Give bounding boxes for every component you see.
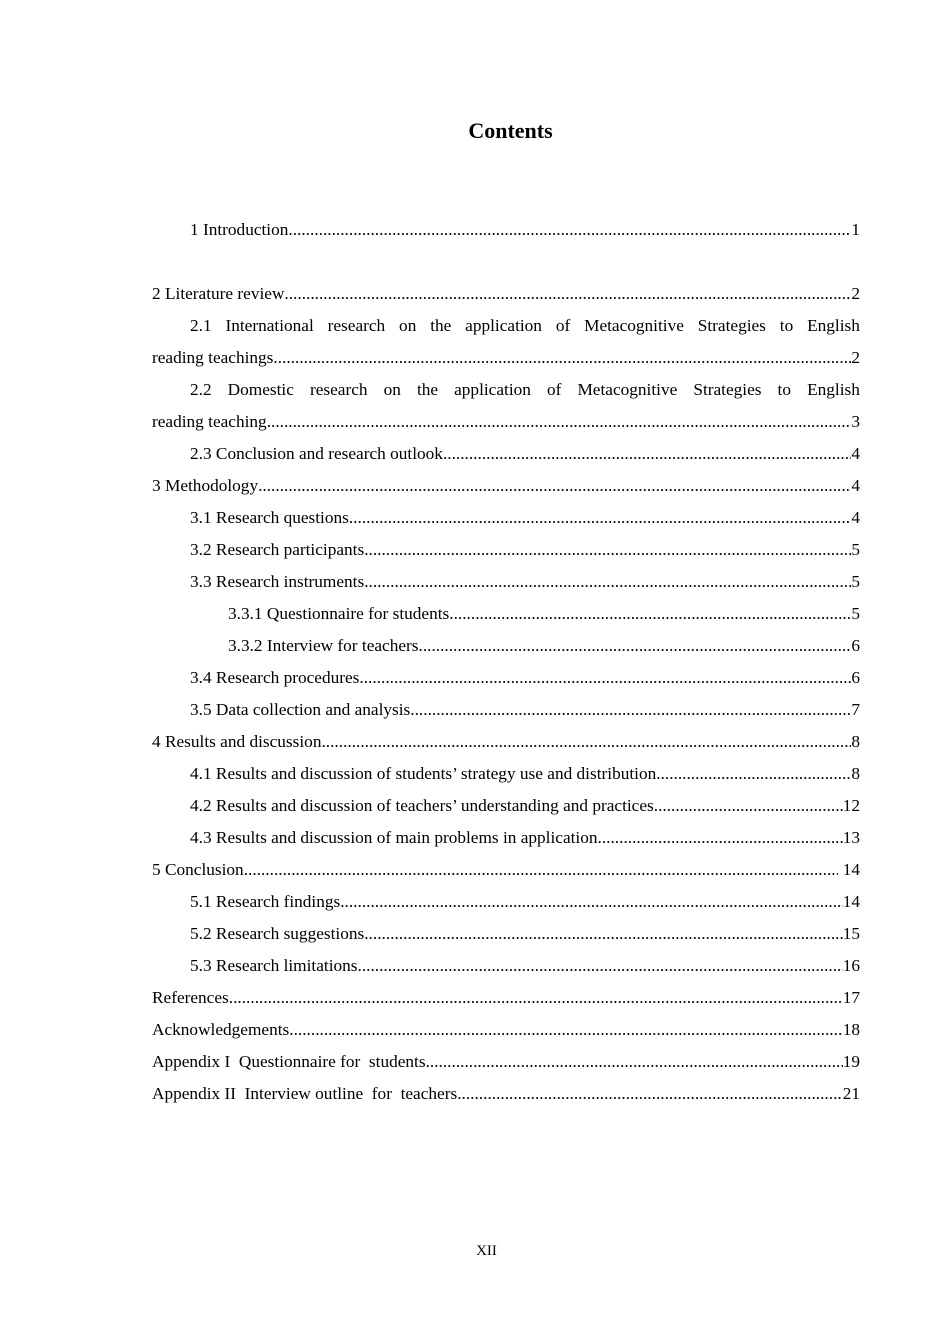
table-of-contents: [152, 214, 860, 1110]
toc-leader-dots: [364, 918, 842, 950]
toc-entry-research-limitations[interactable]: [152, 950, 860, 982]
toc-leader-dots: [284, 278, 851, 310]
toc-entry-page: 3: [851, 412, 860, 431]
toc-leader-dots: [258, 470, 851, 502]
toc-entry-label: References: [152, 988, 229, 1007]
toc-entry-page: 6: [851, 636, 860, 655]
toc-entry-label: 3.2 Research participants: [190, 540, 365, 559]
toc-leader-dots: [443, 438, 851, 470]
toc-leader-dots: [340, 886, 843, 918]
toc-leader-dots: [273, 342, 851, 374]
toc-entry-research-questions[interactable]: [152, 502, 860, 534]
toc-entry-international-research[interactable]: [152, 310, 860, 374]
toc-entry-page: 6: [851, 668, 860, 687]
toc-entry-page: 4: [851, 508, 860, 527]
toc-entry-page: 8: [851, 732, 860, 751]
toc-entry-label: 4.2 Results and discussion of teachers’ understanding and practices: [190, 796, 654, 815]
toc-entry-page: 4: [851, 444, 860, 463]
toc-entry-interview[interactable]: [152, 630, 860, 662]
toc-entry-label: reading teachings: [152, 348, 274, 367]
toc-entry-domestic-research[interactable]: [152, 374, 860, 438]
toc-entry-page: 2: [851, 348, 860, 367]
toc-entry-data-collection[interactable]: [152, 694, 860, 726]
toc-entry-label: Appendix II Interview outline for teachers: [152, 1084, 458, 1103]
toc-entry-introduction[interactable]: [152, 214, 860, 246]
toc-entry-page: 8: [851, 764, 860, 783]
toc-entry-students-strategy[interactable]: [152, 758, 860, 790]
toc-entry-research-findings[interactable]: [152, 886, 860, 918]
toc-leader-dots: [321, 726, 851, 758]
toc-entry-label: 5 Conclusion: [152, 860, 244, 879]
toc-entry-main-problems[interactable]: [152, 822, 860, 854]
page-number: XII: [476, 1243, 497, 1259]
toc-entry-label: Appendix I Questionnaire for students: [152, 1052, 426, 1071]
toc-entry-page: 13: [842, 828, 860, 847]
toc-entry-page: 21: [842, 1084, 860, 1103]
toc-entry-conclusion[interactable]: [152, 854, 860, 886]
toc-entry-label: 5.3 Research limitations: [190, 956, 358, 975]
toc-entry-label: 3 Methodology: [152, 476, 259, 495]
toc-entry-page: 5: [851, 540, 860, 559]
toc-entry-literature-review[interactable]: [152, 278, 860, 310]
toc-leader-dots: [457, 1078, 843, 1110]
toc-entry-label: 3.3.2 Interview for teachers: [228, 636, 419, 655]
toc-entry-page: 12: [842, 796, 860, 815]
toc-entry-label: 4.1 Results and discussion of students’ strategy use and distribution: [190, 764, 657, 783]
toc-leader-dots: [267, 406, 852, 438]
toc-leader-dots: [364, 534, 851, 566]
toc-entry-page: 15: [842, 924, 860, 943]
toc-entry-label: 5.2 Research suggestions: [190, 924, 365, 943]
toc-entry-page: 19: [842, 1052, 860, 1071]
toc-entry-label: 2 Literature review: [152, 284, 285, 303]
toc-leader-dots: [244, 854, 839, 886]
toc-leader-dots: [426, 1046, 843, 1078]
toc-entry-page: 1: [851, 220, 860, 239]
toc-leader-dots: [598, 822, 843, 854]
toc-leader-dots: [449, 598, 851, 630]
toc-entry-label: 4 Results and discussion: [152, 732, 322, 751]
toc-entry-teachers-understanding[interactable]: [152, 790, 860, 822]
toc-entry-label: 1 Introduction: [190, 220, 289, 239]
toc-entry-page: 4: [851, 476, 860, 495]
toc-entry-label: 2.3 Conclusion and research outlook: [190, 444, 443, 463]
toc-entry-page: 5: [851, 604, 860, 623]
toc-entry-label: 3.3.1 Questionnaire for students: [228, 604, 450, 623]
toc-leader-dots: [359, 662, 851, 694]
toc-entry-research-instruments[interactable]: [152, 566, 860, 598]
toc-entry-appendix-1[interactable]: [152, 1046, 860, 1078]
toc-entry-page: 7: [851, 700, 860, 719]
toc-entry-label: 4.3 Results and discussion of main problems in application: [190, 828, 598, 847]
toc-entry-label-line1: 2.1 International research on the application of Metacognitive Strategies to English: [190, 316, 860, 335]
toc-entry-label: reading teaching: [152, 412, 267, 431]
toc-entry-label: 5.1 Research findings: [190, 892, 341, 911]
toc-entry-label: 3.4 Research procedures: [190, 668, 360, 687]
toc-entry-page: 14: [842, 892, 860, 911]
toc-entry-research-procedures[interactable]: [152, 662, 860, 694]
toc-leader-dots: [656, 758, 851, 790]
toc-entry-appendix-2[interactable]: [152, 1078, 860, 1110]
toc-entry-conclusion-outlook[interactable]: [152, 438, 860, 470]
page-title: Contents: [468, 118, 553, 143]
toc-leader-dots: [410, 694, 851, 726]
toc-entry-questionnaire[interactable]: [152, 598, 860, 630]
toc-entry-page: 18: [842, 1020, 860, 1039]
toc-leader-dots: [654, 790, 843, 822]
toc-entry-page: 5: [851, 572, 860, 591]
toc-entry-label: 3.3 Research instruments: [190, 572, 365, 591]
toc-entry-page: 14: [838, 860, 860, 879]
toc-leader-dots: [349, 502, 852, 534]
toc-entry-page: 17: [842, 988, 860, 1007]
toc-leader-dots: [358, 950, 843, 982]
toc-entry-label: 3.5 Data collection and analysis: [190, 700, 411, 719]
toc-entry-page: 16: [842, 956, 860, 975]
toc-entry-label: Acknowledgements: [152, 1020, 290, 1039]
toc-entry-label: 3.1 Research questions: [190, 508, 349, 527]
toc-leader-dots: [419, 630, 852, 662]
toc-entry-label-line1: 2.2 Domestic research on the application of Metacognitive Strategies to English: [190, 380, 860, 399]
toc-entry-acknowledgements[interactable]: [152, 1014, 860, 1046]
toc-leader-dots: [229, 982, 843, 1014]
toc-entry-results-discussion[interactable]: [152, 726, 860, 758]
toc-entry-methodology[interactable]: [152, 470, 860, 502]
toc-leader-dots: [364, 566, 851, 598]
toc-leader-dots: [289, 1014, 842, 1046]
toc-entry-page: 2: [851, 284, 860, 303]
toc-entry-references[interactable]: [152, 982, 860, 1014]
toc-entry-research-participants[interactable]: [152, 534, 860, 566]
toc-spacer: [152, 246, 860, 278]
toc-leader-dots: [288, 214, 851, 246]
toc-entry-research-suggestions[interactable]: [152, 918, 860, 950]
